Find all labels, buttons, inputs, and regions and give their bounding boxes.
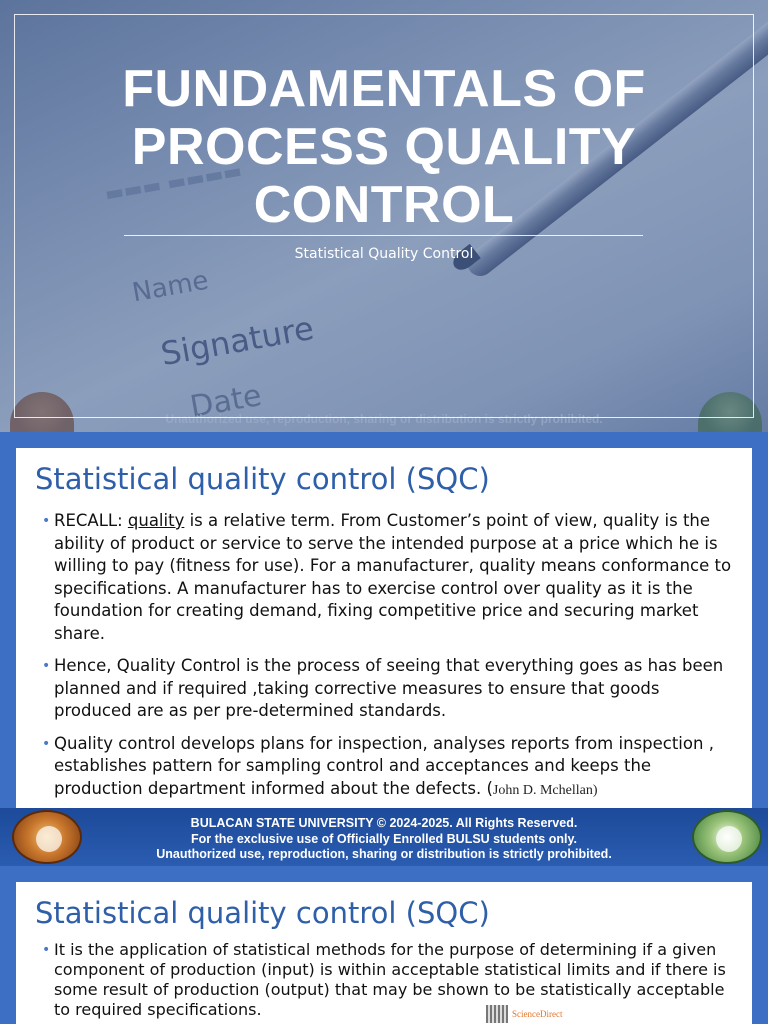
- university-seal-icon: [12, 810, 82, 864]
- background-form-text: ▬▬▬ ▬▬▬▬: [102, 158, 244, 206]
- bullet-text: Quality control develops plans for inspection, analyses reports from inspection , establishes pattern for sampling control and acceptances and keeps the production department informed about the defects. (: [54, 733, 714, 798]
- quality-link[interactable]: quality: [127, 511, 185, 530]
- bullet-text: It is the application of statistical methods for the purpose of determining if a given component of production (input) is within acceptable statistical limits and if there is some result of production (output) that may be shown to be statistically acceptable to required specifications.: [54, 940, 726, 1019]
- banner-line: BULACAN STATE UNIVERSITY © 2024-2025. All Rights Reserved.: [190, 816, 578, 830]
- bullet-list: [42, 940, 732, 1024]
- slide-heading: Statistical quality control (SQC): [35, 462, 490, 496]
- title-line: CONTROL: [253, 176, 515, 234]
- logo-text: ScienceDirect: [512, 1009, 563, 1019]
- seal-center: [36, 826, 62, 852]
- faded-notice-text: Unauthorized use, reproduction, sharing or distribution is strictly prohibited.: [165, 412, 603, 426]
- bullet-list: [42, 510, 732, 812]
- seal-center: [716, 826, 742, 852]
- bullet-text: Hence, Quality Control is the process of seeing that everything goes as has been planned and if required ,taking corrective measures to ensure that goods produced are as per pre-determined standards.: [54, 656, 724, 720]
- title-divider: [124, 235, 643, 236]
- slide-panel-sqc-1: [16, 448, 752, 810]
- banner-line: Unauthorized use, reproduction, sharing or distribution is strictly prohibited.: [156, 847, 612, 861]
- list-item: [42, 733, 732, 803]
- title-line: PROCESS QUALITY: [131, 118, 637, 176]
- list-item: [42, 510, 732, 645]
- banner-text: [90, 816, 678, 863]
- copyright-banner: [0, 808, 768, 866]
- banner-line: For the exclusive use of Officially Enrolled BULSU students only.: [191, 831, 577, 846]
- slide-panel-sqc-2: [16, 882, 752, 1024]
- citation: John D. Mchellan): [492, 782, 598, 798]
- recall-prefix: RECALL:: [54, 511, 128, 530]
- publisher-mark-icon: [486, 1005, 508, 1023]
- background-signature-word: Signature: [157, 308, 317, 374]
- slide-heading: Statistical quality control (SQC): [35, 896, 490, 930]
- college-seal-icon: [692, 810, 762, 864]
- list-item: [42, 940, 732, 1020]
- slide-title: [30, 60, 738, 234]
- bullet-text: is a relative term. From Customer’s point of view, quality is the ability of product or service to serve the intended purpose at a price which he is willing to pay (fitness for use). For a manufacturer, quality means conformance to specifications. A manufacturer has to exercise control over quality as it is the foundation for creating demand, fixing competitive price and securing market share.: [54, 511, 732, 643]
- sciencedirect-logo: [486, 1004, 562, 1024]
- title-slide: [0, 0, 768, 432]
- background-date-word: Date: [187, 378, 265, 425]
- list-item: [42, 655, 732, 723]
- background-name-word: Name: [129, 265, 211, 309]
- title-line: FUNDAMENTALS OF: [122, 60, 646, 118]
- slide-subtitle: Statistical Quality Control: [294, 246, 474, 262]
